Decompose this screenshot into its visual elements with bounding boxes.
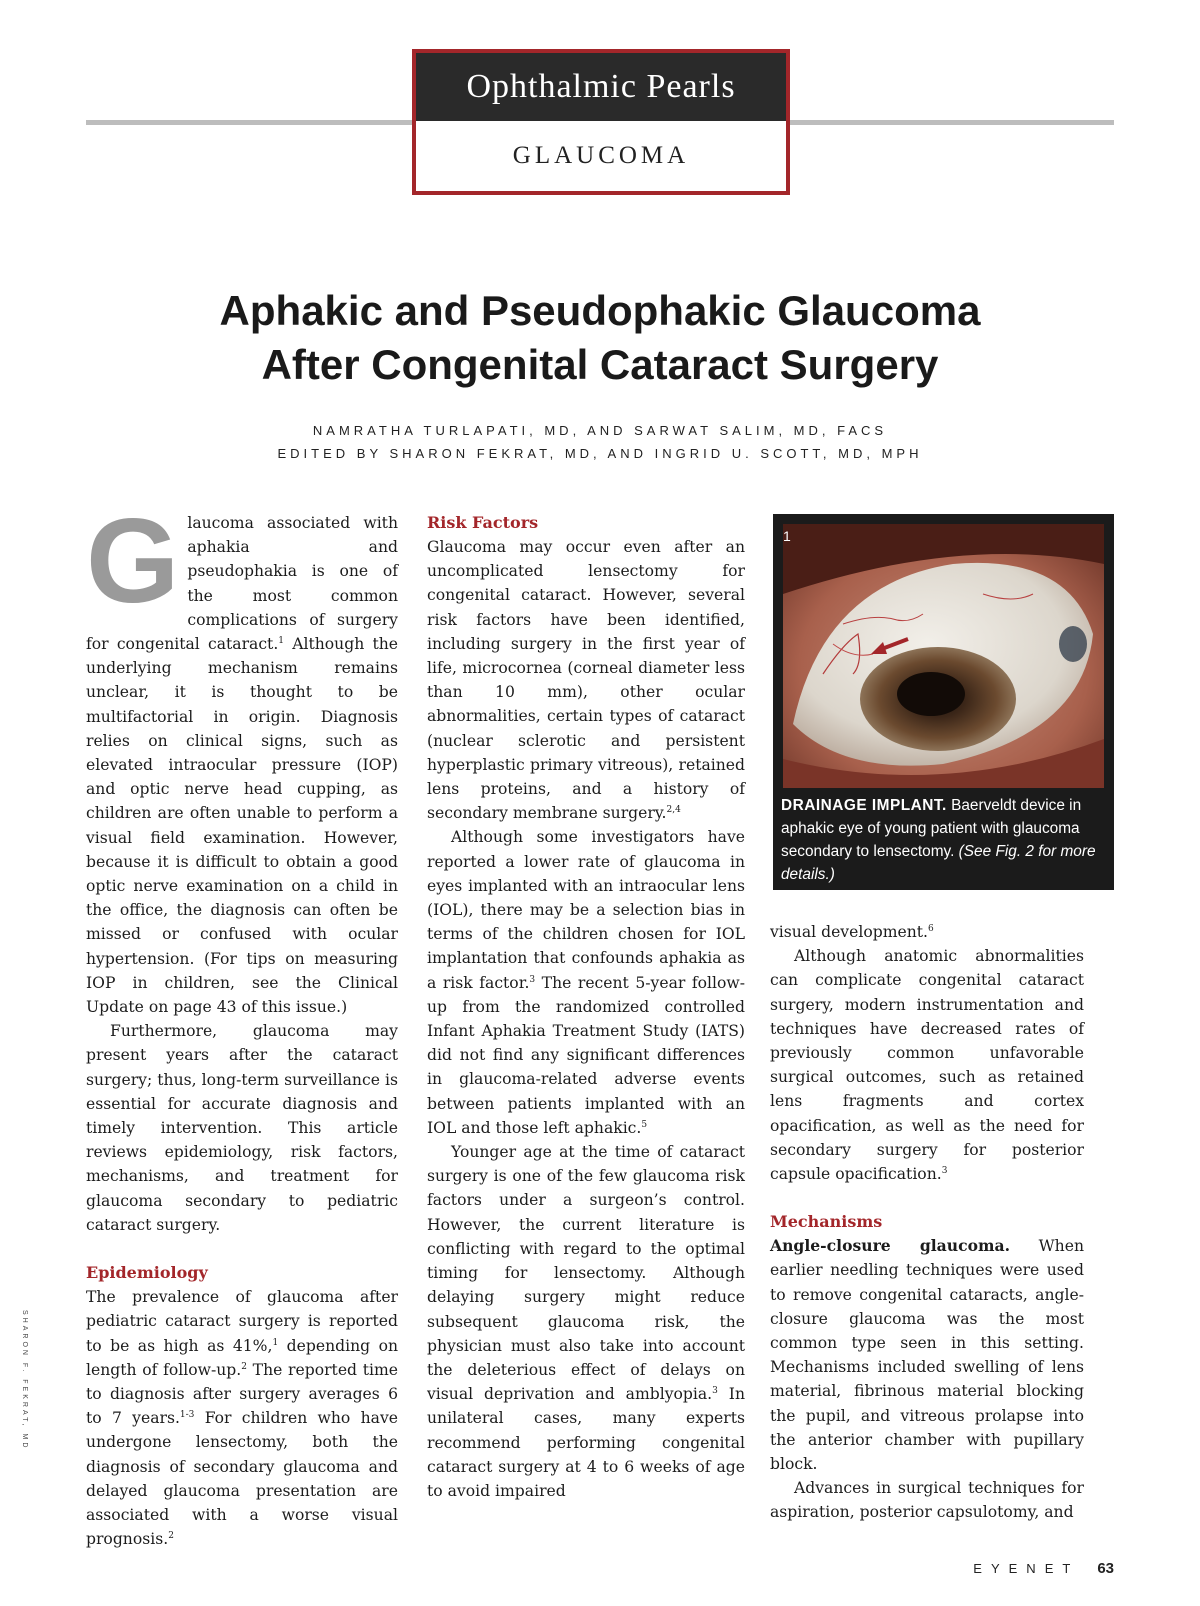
epi-text-a: The prevalence of glaucoma after pediatric cataract surgery is reported to be as high as 41%, (86, 1288, 398, 1355)
ref-marker: 2 (241, 1361, 247, 1372)
heading-epidemiology: Epidemiology (86, 1263, 208, 1283)
risk-text-a: Although some investigators have reported a lower rate of glaucoma in eyes implanted with an intraocular lens (IOL), there may be a selection bias in terms of the children chosen for IOL implantation that confounds aphakia as a risk factor. (427, 828, 745, 992)
ref-marker: 3 (529, 974, 536, 985)
cont-text: visual development. (770, 923, 928, 941)
risk-text: Glaucoma may occur even after an uncomplicated lensectomy for congenital cataract. However, several risk factors have been identified, including surgery in the first year of life, microcornea (corneal diameter less than 10 mm), other ocular abnormalities, certain types of cataract (nuclear sclerotic and persistent hyperplastic primary vitreous), retained lens proteins, and a history of secondary membrane surgery. (427, 538, 745, 823)
epi-text-c: The reported time to diagnosis after surgery averages 6 to 7 years. (86, 1360, 398, 1428)
department-banner (412, 49, 790, 195)
caption-text: Baerveldt device in aphakic eye of young patient with glaucoma secondary to lensectomy. (781, 797, 1082, 860)
epi-text-d: For children who have undergone lensectomy, both the diagnosis of secondary glaucoma and delayed glaucoma presentation are associated with a worse visual prognosis. (86, 1409, 398, 1549)
paragraph-risk-3 (427, 1140, 745, 1503)
paragraph-advances: Advances in surgical techniques for aspiration, posterior capsulotomy, and (770, 1479, 1084, 1522)
intro-text: laucoma associated with aphakia and pseudophakia is one of the most common complications of surgery for congenital cataract. (86, 514, 398, 654)
risk-text-b: The recent 5-year follow-up from the randomized controlled Infant Aphakia Treatment Study (IATS) did not find any significant differences in glaucoma-related adverse events between patients implanted with an IOL and those left aphakic. (427, 973, 745, 1137)
paragraph-angle-closure (770, 1234, 1084, 1476)
column-2 (427, 511, 745, 1503)
ref-marker: 3 (712, 1385, 718, 1396)
ref-marker: 1-3 (179, 1409, 195, 1420)
runin-heading: Angle-closure glaucoma. (770, 1236, 1011, 1256)
epi-text-b: depending on length of follow-up. (86, 1336, 398, 1379)
risk-text-d: In unilateral cases, many experts recommend performing congenital cataract surgery at 4 to 6 weeks of age to avoid impaired (427, 1385, 745, 1500)
heading-mechanisms: Mechanisms (770, 1212, 883, 1232)
eye-photo-illustration (783, 524, 1104, 788)
drop-cap: G (86, 494, 180, 628)
ref-marker: 1 (272, 1337, 279, 1348)
paragraph-anatomic (770, 944, 1084, 1186)
caption-label: DRAINAGE IMPLANT. (781, 797, 947, 814)
ref-marker: 5 (641, 1119, 648, 1130)
paragraph-risk-2 (427, 825, 745, 1140)
paragraph-2: Furthermore, glaucoma may present years after the cataract surgery; thus, long-term surveillance is essential for accurate diagnosis and timely intervention. This article reviews epidemiology, risk factors, mechanisms, and treatment for glaucoma secondary to pediatric cataract surgery. (86, 1022, 398, 1234)
intro-paragraph (86, 494, 398, 1019)
section-label: GLAUCOMA (512, 142, 690, 169)
caption-note: (See Fig. 2 for more details.) (781, 843, 1096, 883)
ref-marker: 1 (278, 635, 285, 646)
author-byline: NAMRATHA TURLAPATI, MD, AND SARWAT SALIM, MD, FACS (312, 423, 888, 438)
angle-closure-text: When earlier needling techniques were used to remove congenital cataracts, angle-closure glaucoma was the most common type seen in this setting. Mechanisms included swelling of lens material, fibrinous material blocking the pupil, and vitreous prolapse into the anterior chamber with pupillary block. (770, 1237, 1084, 1474)
eye-photo (783, 524, 1104, 788)
title-line-2: After Congenital Cataract Surgery (261, 341, 939, 388)
heading-risk-factors: Risk Factors (427, 513, 539, 532)
ref-marker: 6 (927, 923, 934, 934)
intro-text-rest: Although the underlying mechanism remains unclear, it is thought to be multifactorial in origin. Diagnosis relies on clinical signs, such as elevated intraocular pressure (IOP) and optic nerve head cupping, as children are often unable to perform a visual field examination. However, because it is difficult to obtain a good optic nerve examination on a child in the office, the diagnosis can often be missed or confused with ocular hypertension. (For tips on measuring IOP in children, see the Clinical Update on page 43 of this issue.) (86, 635, 398, 1017)
title-line-1: Aphakic and Pseudophakic Glaucoma (219, 287, 981, 334)
risk-text-c: Younger age at the time of cataract surgery is one of the few glaucoma risk factors under a surgeon’s control. However, the current literature is conflicting with regard to the optimal timing for lensectomy. Although delaying surgery might reduce subsequent glaucoma risk, the physician must also take into account the deleterious effect of delays on visual deprivation and amblyopia. (427, 1143, 745, 1404)
paragraph-continued (770, 920, 1084, 944)
ref-marker: 2 (168, 1530, 174, 1541)
ref-marker: 2,4 (666, 805, 681, 816)
page-footer (973, 1560, 1114, 1577)
ref-marker: 3 (941, 1165, 948, 1176)
figure-caption (781, 794, 1106, 886)
anatomic-text: Although anatomic abnormalities can complicate congenital cataract surgery, modern instrumentation and techniques have decreased rates of previously common unfavorable surgical outcomes, such as retained lens fragments and cortex opacification, as well as the need for secondary surgery for posterior capsule opacification. (770, 947, 1084, 1184)
paragraph-epidemiology (86, 1285, 398, 1551)
article-title (0, 284, 1200, 392)
section-label-bar (416, 121, 786, 191)
photo-credit: SHARON F. FEKRAT, MD (21, 1310, 28, 1451)
paragraph-risk-1 (427, 535, 745, 825)
editor-byline: EDITED BY SHARON FEKRAT, MD, AND INGRID U. SCOTT, MD, MPH (277, 446, 923, 461)
department-title-bar (416, 53, 786, 121)
figure-1 (773, 514, 1114, 890)
department-title: Ophthalmic Pearls (466, 68, 736, 105)
column-3 (770, 920, 1084, 1525)
column-1 (86, 494, 398, 1551)
figure-number: 1 (783, 528, 791, 544)
magazine-name: EYENET (973, 1561, 1080, 1576)
page-number: 63 (1097, 1560, 1114, 1577)
